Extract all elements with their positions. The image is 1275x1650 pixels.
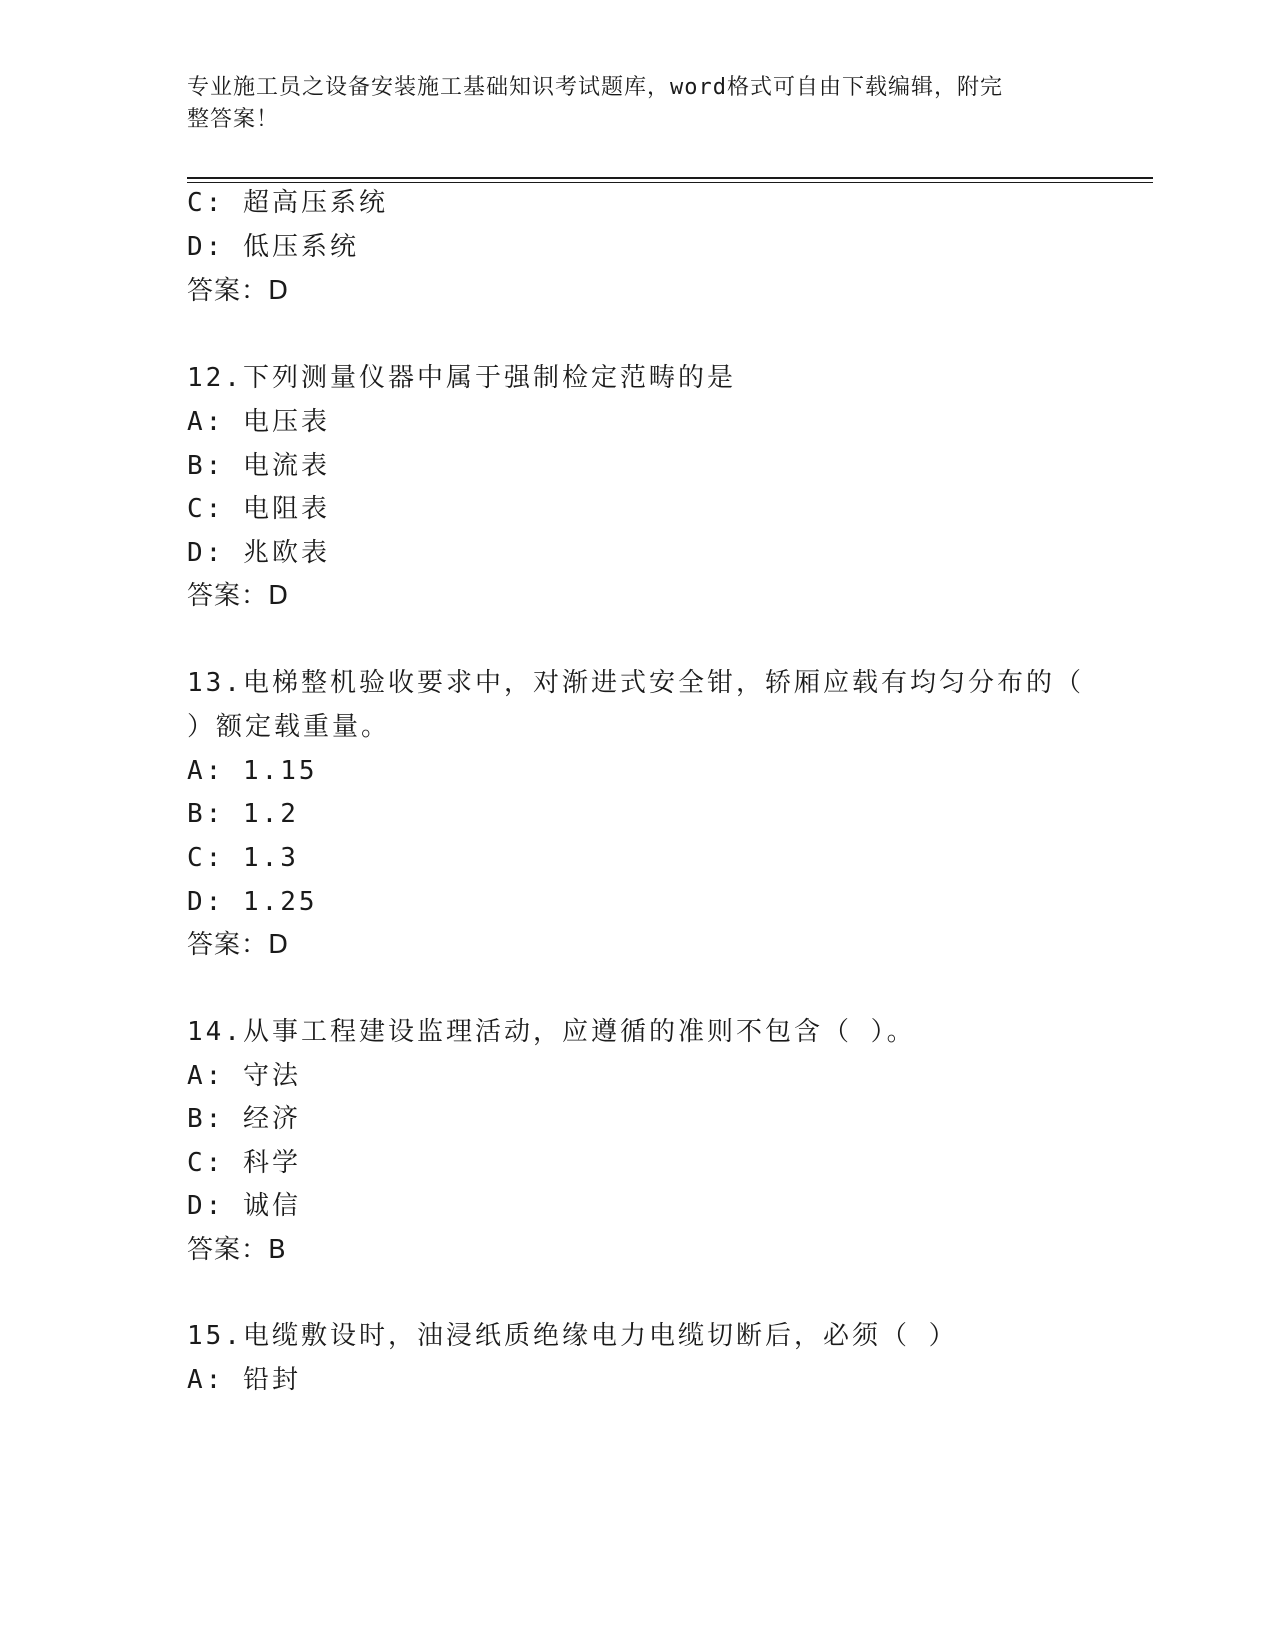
option-line: C: 1.3: [187, 843, 299, 873]
answer-line: 答案：D: [187, 930, 290, 960]
option-line: A: 1.15: [187, 756, 318, 786]
question-line: 12.下列测量仪器中属于强制检定范畴的是: [187, 363, 736, 393]
question-line-continued: ）额定载重量。: [187, 712, 391, 742]
header-rule-thin: [187, 182, 1153, 183]
option-line: D: 低压系统: [187, 232, 359, 262]
option-line: D: 1.25: [187, 887, 318, 917]
question-line: 13.电梯整机验收要求中，对渐进式安全钳，轿厢应载有均匀分布的（: [187, 668, 1084, 698]
answer-line: 答案：D: [187, 276, 290, 306]
question-line: 14.从事工程建设监理活动，应遵循的准则不包含（ ）。: [187, 1017, 916, 1047]
option-line: B: 经济: [187, 1104, 301, 1134]
option-line: C: 超高压系统: [187, 188, 388, 218]
option-line: C: 科学: [187, 1148, 301, 1178]
option-line: A: 铅封: [187, 1365, 301, 1395]
document-header: [187, 72, 1067, 136]
header-rule-thick: [187, 177, 1153, 179]
option-line: C: 电阻表: [187, 494, 330, 524]
option-line: B: 1.2: [187, 799, 299, 829]
option-line: A: 守法: [187, 1061, 301, 1091]
question-line: 15.电缆敷设时，油浸纸质绝缘电力电缆切断后，必须（ ）: [187, 1321, 958, 1351]
answer-line: 答案：D: [187, 581, 290, 611]
header-line-1: 专业施工员之设备安装施工基础知识考试题库，word格式可自由下载编辑，附完: [187, 75, 1003, 100]
header-line-2: 整答案！: [187, 107, 280, 132]
option-line: B: 电流表: [187, 451, 330, 481]
option-line: D: 兆欧表: [187, 538, 330, 568]
option-line: D: 诚信: [187, 1191, 301, 1221]
answer-line: 答案：B: [187, 1235, 287, 1265]
option-line: A: 电压表: [187, 407, 330, 437]
